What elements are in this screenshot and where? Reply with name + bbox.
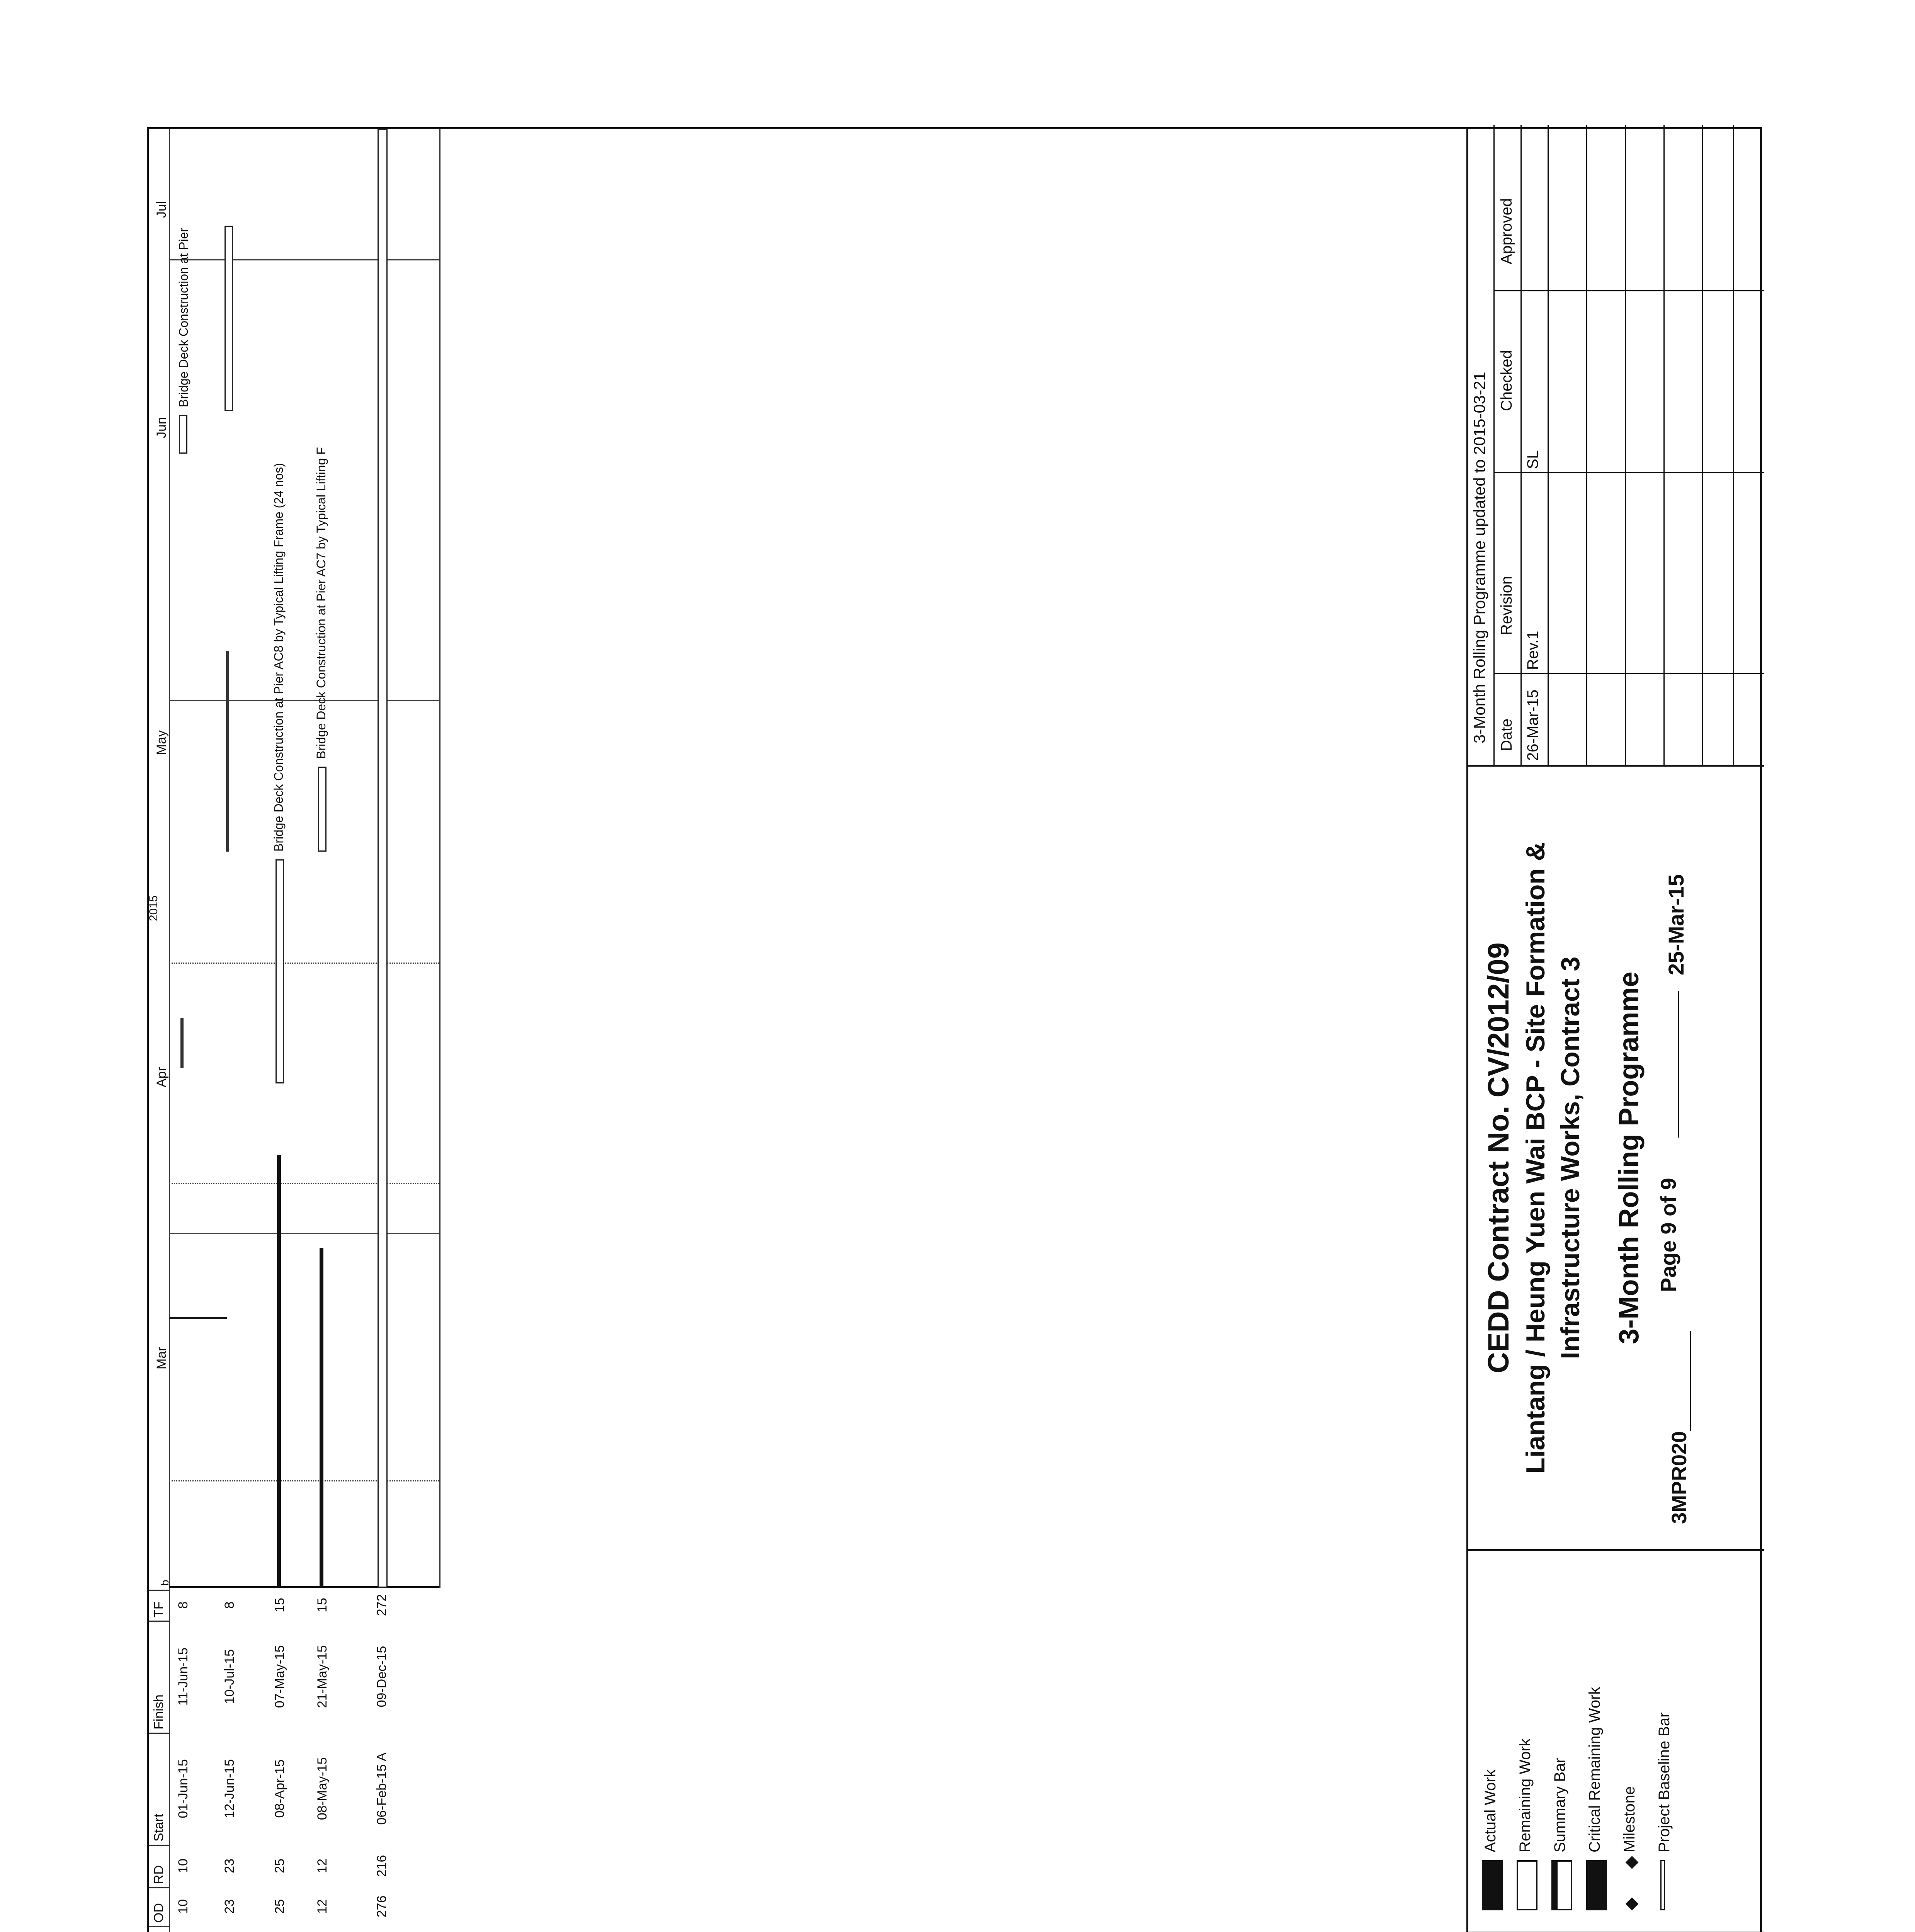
- year-label: 2015: [147, 895, 160, 921]
- rev-line: [1663, 125, 1665, 765]
- rev-line: [1702, 125, 1703, 765]
- title-block-top: [1466, 129, 1468, 1932]
- col-finish-header: Finish: [149, 1621, 169, 1733]
- row-rd: 12: [315, 1859, 330, 1873]
- rev-line: [1586, 125, 1587, 765]
- row-od: 12: [315, 1899, 330, 1914]
- row-bar-thin: [226, 651, 229, 852]
- rev-col-line: [1495, 290, 1764, 291]
- row-bar-remaining: [179, 415, 187, 454]
- grid-week: [169, 963, 439, 964]
- row-rd: 10: [176, 1859, 190, 1873]
- row-od: 10: [176, 1899, 190, 1914]
- row-finish: 10-Jul-15: [222, 1649, 237, 1704]
- contract-title: CEDD Contract No. CV/2012/09: [1482, 942, 1515, 1373]
- row-tf: 8: [176, 1601, 190, 1609]
- row-start: 08-Apr-15: [272, 1759, 287, 1818]
- page-frame: [147, 127, 1762, 1932]
- row-bar-short: [180, 1018, 184, 1068]
- legend-project-baseline: Project Baseline Bar: [1656, 1712, 1673, 1852]
- revision-row-checked: SL: [1524, 450, 1541, 469]
- grid-month: [169, 259, 439, 260]
- title-divider: [1466, 1549, 1764, 1551]
- col-start-header: Start: [149, 1733, 169, 1845]
- row-tf: 15: [315, 1598, 330, 1612]
- month-mar: Mar: [154, 1347, 169, 1369]
- row-tf: 8: [222, 1601, 237, 1609]
- revision-row-date: 26-Mar-15: [1524, 689, 1541, 761]
- legend-swatch-remaining: [1517, 1860, 1537, 1910]
- month-jun: Jun: [154, 417, 169, 438]
- grid-month: [169, 1233, 439, 1234]
- rev-col-line: [1495, 472, 1764, 473]
- col-activity-name-header: [149, 1926, 169, 1932]
- grid-month: [169, 700, 439, 701]
- row-finish: 07-May-15: [272, 1645, 287, 1708]
- row-bar-label: Bridge Deck Construction at Pier AC7 by Typical Lifting F: [314, 447, 328, 759]
- row-start: 12-Jun-15: [222, 1759, 237, 1818]
- row-od: 23: [222, 1899, 237, 1914]
- legend-remaining-work: Remaining Work: [1517, 1738, 1534, 1852]
- col-od-header: OD: [149, 1887, 169, 1926]
- rev-line: [1733, 125, 1734, 765]
- row-bar-label: Bridge Deck Construction at Pier AC8 by Typical Lifting Frame (24 nos): [272, 463, 286, 852]
- row-od: 276: [374, 1895, 389, 1918]
- header-divider: [169, 129, 170, 1932]
- legend-milestone: Milestone: [1621, 1786, 1638, 1852]
- row-bar-remaining: [276, 859, 284, 1083]
- tf-sub-label: b: [159, 1580, 171, 1586]
- month-apr: Apr: [154, 1067, 169, 1087]
- month-jul: Jul: [154, 201, 169, 218]
- col-rd-header: RD: [149, 1845, 169, 1887]
- row-rd: 216: [374, 1855, 389, 1877]
- data-date-line: [169, 1317, 227, 1590]
- legend-critical-remaining: Critical Remaining Work: [1586, 1687, 1603, 1852]
- rev-line: [1625, 125, 1626, 765]
- milestone-icon: ◆ ◆: [1621, 1855, 1640, 1910]
- rev-line: [1520, 125, 1522, 765]
- revision-row-revision: Rev.1: [1524, 631, 1541, 670]
- legend-swatch-actual: [1482, 1860, 1503, 1910]
- row-od: 25: [272, 1899, 287, 1914]
- row-start: 01-Jun-15: [176, 1759, 190, 1818]
- row-tf: 272: [374, 1594, 389, 1616]
- row-bar-actual: [320, 1248, 323, 1588]
- legend-summary-bar: Summary Bar: [1551, 1758, 1568, 1852]
- row-rd: 25: [272, 1859, 287, 1873]
- drawing-code: 3MPR020: [1668, 1431, 1691, 1524]
- programme-title: 3-Month Rolling Programme: [1614, 971, 1645, 1344]
- row-finish: 21-May-15: [315, 1645, 330, 1708]
- code-underline: [1690, 1331, 1691, 1431]
- legend-swatch-baseline: [1660, 1860, 1665, 1910]
- col-tf-header: TF: [149, 1590, 169, 1621]
- gantt-bottom: [439, 129, 440, 1588]
- row-start: 06-Feb-15 A: [374, 1752, 389, 1825]
- row-bar-actual: [277, 1155, 281, 1588]
- revision-divider: [1466, 765, 1764, 767]
- month-may: May: [154, 730, 169, 755]
- row-tf: 15: [272, 1598, 287, 1612]
- row-bar-remaining: [378, 129, 388, 1588]
- revision-col-checked: Checked: [1498, 350, 1515, 411]
- revision-col-date: Date: [1498, 718, 1515, 751]
- row-start: 08-May-15: [315, 1757, 330, 1820]
- rev-line: [1493, 125, 1495, 765]
- project-title-line1: Liantang / Heung Yuen Wai BCP - Site Formation &: [1521, 842, 1550, 1474]
- page-underline: [1678, 991, 1679, 1138]
- grid-week: [169, 1183, 439, 1184]
- issue-date: 25-Mar-15: [1664, 874, 1688, 975]
- row-finish: 11-Jun-15: [176, 1647, 190, 1706]
- row-bar-label: Bridge Deck Construction at Pier: [177, 228, 190, 407]
- project-title-line2: Infrastructure Works, Contract 3: [1556, 956, 1585, 1359]
- row-finish: 09-Dec-15: [374, 1646, 389, 1708]
- revision-heading: 3-Month Rolling Programme updated to 2015-03-21: [1470, 372, 1488, 743]
- legend-actual-work: Actual Work: [1482, 1769, 1499, 1852]
- row-rd: 23: [222, 1859, 237, 1873]
- legend-swatch-summary: [1551, 1860, 1572, 1910]
- row-bar-remaining: [318, 767, 327, 852]
- page-number: Page 9 of 9: [1656, 1178, 1680, 1292]
- legend-swatch-critical: [1586, 1860, 1607, 1910]
- row-bar-remaining: [224, 226, 233, 411]
- revision-col-revision: Revision: [1498, 576, 1515, 635]
- rev-line: [1548, 125, 1549, 765]
- revision-col-approved: Approved: [1498, 198, 1515, 264]
- rev-col-line: [1495, 673, 1764, 674]
